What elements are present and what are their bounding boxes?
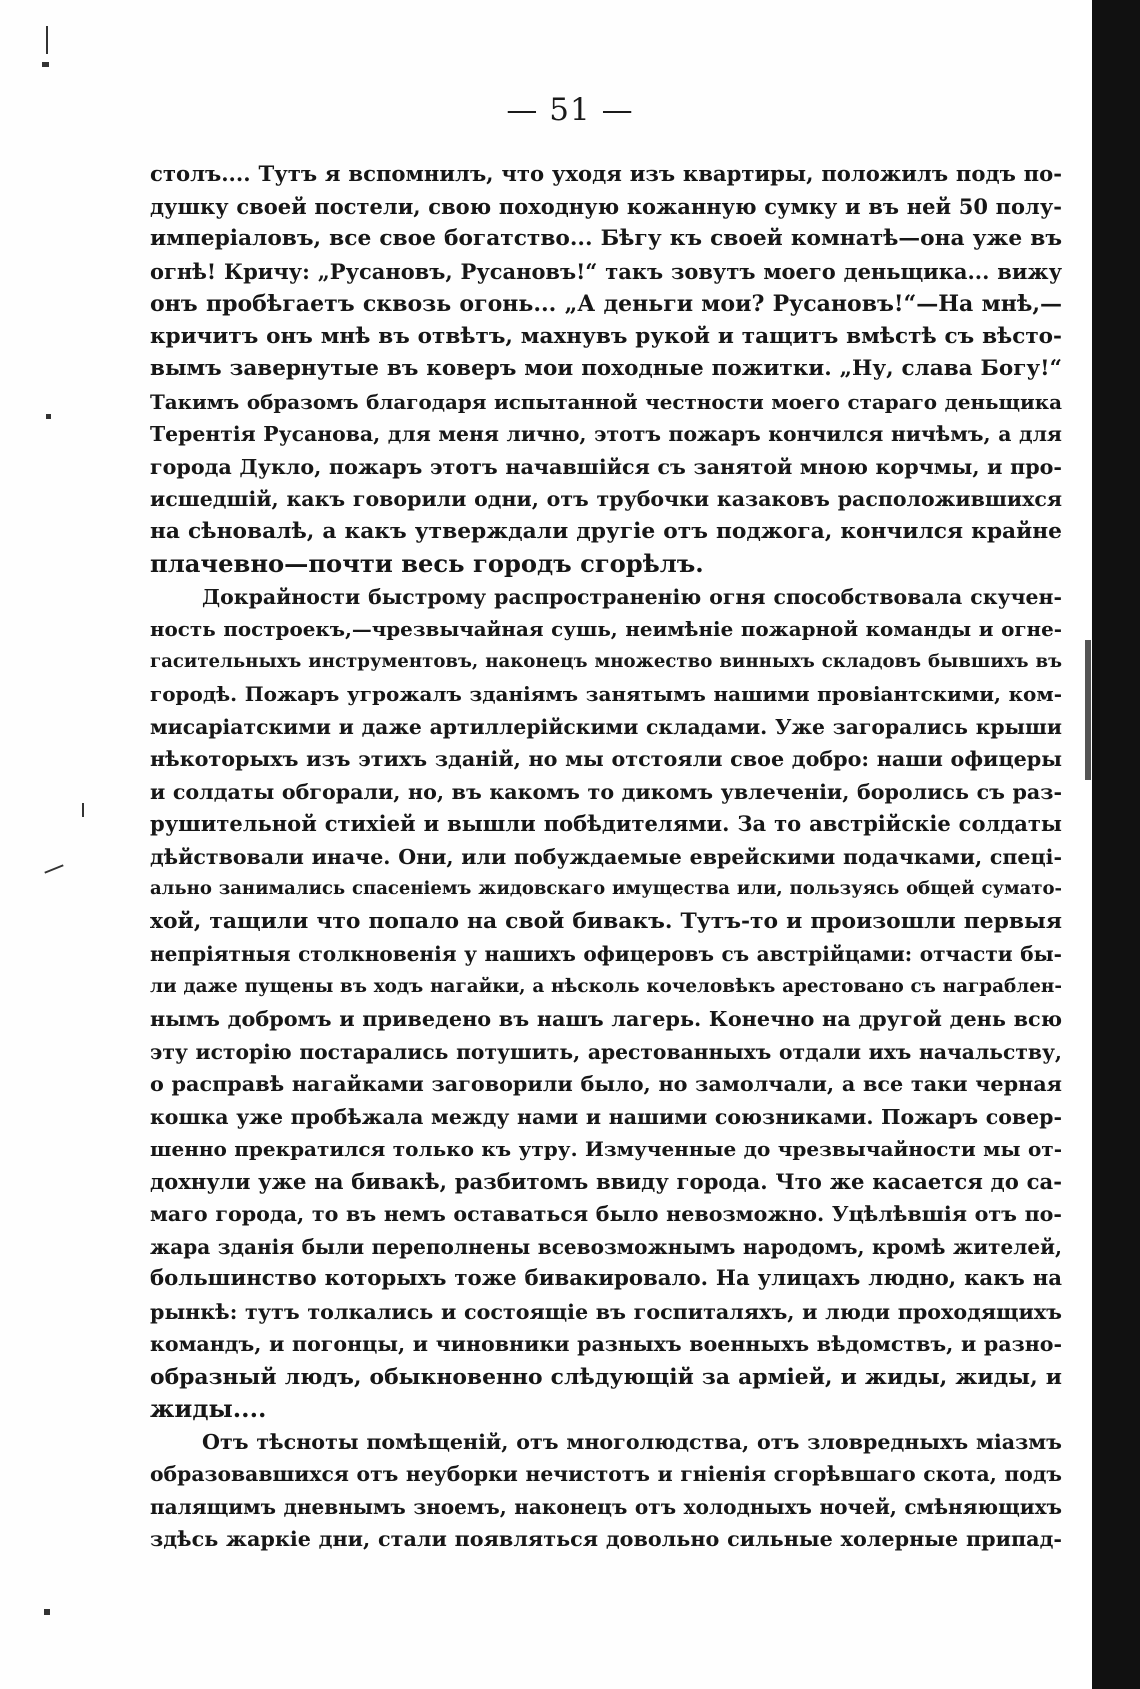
text-line: жиды.... <box>150 1394 267 1423</box>
text-line: Отъ тѣсноты помѣщенiй, отъ многолюдства, отъ зловредныхъ мiазмъ <box>202 1429 1062 1454</box>
scan-edge-border <box>1092 0 1140 1689</box>
text-line: на сѣновалѣ, а какъ утверждали другiе отъ поджога, кончился крайне <box>150 518 1062 544</box>
text-line: дѣйствовали иначе. Они, или побуждаемые еврейскими подачками, спецi- <box>150 844 1062 869</box>
margin-speck <box>46 414 51 419</box>
text-line: маго города, то въ немъ оставаться было невозможно. Уцѣлѣвшiя отъ по- <box>150 1202 1062 1226</box>
page-number: — 51 — <box>506 92 634 128</box>
text-line: гасительныхъ инструментовъ, наконецъ множество винныхъ складовъ бывшихъ въ <box>150 650 1062 672</box>
text-line: онъ пробѣгаетъ сквозь огонь... „А деньги мои? Русановъ!“—На мнѣ,— <box>150 291 1062 317</box>
text-line: города Дукло, пожаръ этотъ начавшiйся съ занятой мною корчмы, и про- <box>150 454 1062 479</box>
text-line: ально занимались спасенiемъ жидовскаго имущества или, пользуясь общей сумато- <box>150 878 1062 899</box>
text-line: нымъ добромъ и приведено въ нашъ лагерь. Конечно на другой день всю <box>150 1006 1062 1031</box>
text-line: вымъ завернутые въ коверъ мои походные пожитки. „Ну, слава Богу!“ <box>150 356 1062 381</box>
text-line: непрiятныя столкновенiя у нашихъ офицеровъ съ австрiйцами: отчасти бы- <box>150 942 1062 966</box>
text-line: кричитъ онъ мнѣ въ отвѣтъ, махнувъ рукой и тащитъ вмѣстѣ съ вѣсто- <box>150 323 1062 349</box>
text-line: о расправѣ нагайками заговорили было, но замолчали, а все таки черная <box>150 1072 1062 1096</box>
text-line: эту исторiю постарались потушить, арестованныхъ отдали ихъ начальству, <box>150 1039 1062 1064</box>
text-line: имперiаловъ, все свое богатство... Бѣгу къ своей комнатѣ—она уже въ <box>150 226 1062 251</box>
text-line: и солдаты обгорали, но, въ какомъ то дикомъ увлеченiи, боролись съ раз- <box>150 779 1062 804</box>
text-line: рынкѣ: тутъ толкались и состоящiе въ госпиталяхъ, и люди проходящихъ <box>150 1299 1062 1324</box>
margin-speck <box>46 26 48 54</box>
text-line: командъ, и погонцы, и чиновники разныхъ военныхъ вѣдомствъ, и разно- <box>150 1332 1062 1356</box>
margin-speck <box>1085 640 1091 780</box>
margin-speck <box>44 864 63 873</box>
text-line: Терентiя Русанова, для меня лично, этотъ пожаръ кончился ничѣмъ, а для <box>150 422 1062 446</box>
text-line: Такимъ образомъ благодаря испытанной честности моего стараго деньщика <box>150 389 1062 414</box>
text-line: ли даже пущены въ ходъ нагайки, а нѣсколь кочеловѣкъ арестовано съ награблен- <box>150 975 1062 997</box>
text-line: здѣсь жаркiе дни, стали появляться довольно сильные холерные припад- <box>150 1527 1062 1551</box>
text-line: образный людъ, обыкновенно слѣдующiй за армiей, и жиды, жиды, и <box>150 1363 1062 1390</box>
margin-speck <box>42 62 49 67</box>
page-edge-gap <box>1070 0 1092 1689</box>
text-line: рушительной стихiей и вышли побѣдителями. За то австрiйскiе солдаты <box>150 811 1062 836</box>
text-line: шенно прекратился только къ утру. Измученные до чрезвычайности мы от- <box>150 1137 1062 1161</box>
text-line: столъ.... Тутъ я вспомнилъ, что уходя изъ квартиры, положилъ подъ по- <box>150 161 1062 186</box>
text-line: дохнули уже на бивакѣ, разбитомъ ввиду города. Что же касается до са- <box>150 1168 1062 1194</box>
text-line: кошка уже пробѣжала между нами и нашими союзниками. Пожаръ совер- <box>150 1104 1062 1129</box>
page-text <box>150 158 1062 1556</box>
margin-speck <box>82 803 84 817</box>
text-line: нѣкоторыхъ изъ этихъ зданiй, но мы отстояли свое добро: наши офицеры <box>150 747 1062 771</box>
text-line: исшедшiй, какъ говорили одни, отъ трубочки казаковъ расположившихся <box>150 487 1062 511</box>
text-line: палящимъ дневнымъ зноемъ, наконецъ отъ холодныхъ ночей, смѣняющихъ <box>150 1494 1062 1519</box>
text-line: огнѣ! Кричу: „Русановъ, Русановъ!“ такъ зовутъ моего деньщика... вижу <box>150 258 1062 284</box>
text-line: хой, тащили что попало на свой бивакъ. Тутъ-то и произошли первыя <box>150 908 1062 934</box>
text-line: Докрайности быстрому распространенiю огня способствовала скучен- <box>202 584 1062 609</box>
text-line: жара зданiя были переполнены всевозможнымъ народомъ, кромѣ жителей, <box>150 1234 1062 1259</box>
text-line: мисарiатскими и даже артиллерiйскими складами. Уже загорались крыши <box>150 714 1062 739</box>
text-line: большинство которыхъ тоже бивакировало. На улицахъ людно, какъ на <box>150 1266 1062 1291</box>
text-line: городѣ. Пожаръ угрожалъ зданiямъ занятымъ нашими провiантскими, ком- <box>150 682 1062 706</box>
text-line: душку своей постели, свою походную кожанную сумку и въ ней 50 полу- <box>150 193 1062 219</box>
text-line: образовавшихся отъ неуборки нечистотъ и гнiенiя сгорѣвшаго скота, подъ <box>150 1462 1062 1486</box>
margin-speck <box>44 1609 50 1615</box>
text-line: плачевно—почти весь городъ сгорѣлъ. <box>150 549 704 578</box>
text-line: ность построекъ,—чрезвычайная сушь, неимѣнiе пожарной команды и огне- <box>150 617 1062 641</box>
